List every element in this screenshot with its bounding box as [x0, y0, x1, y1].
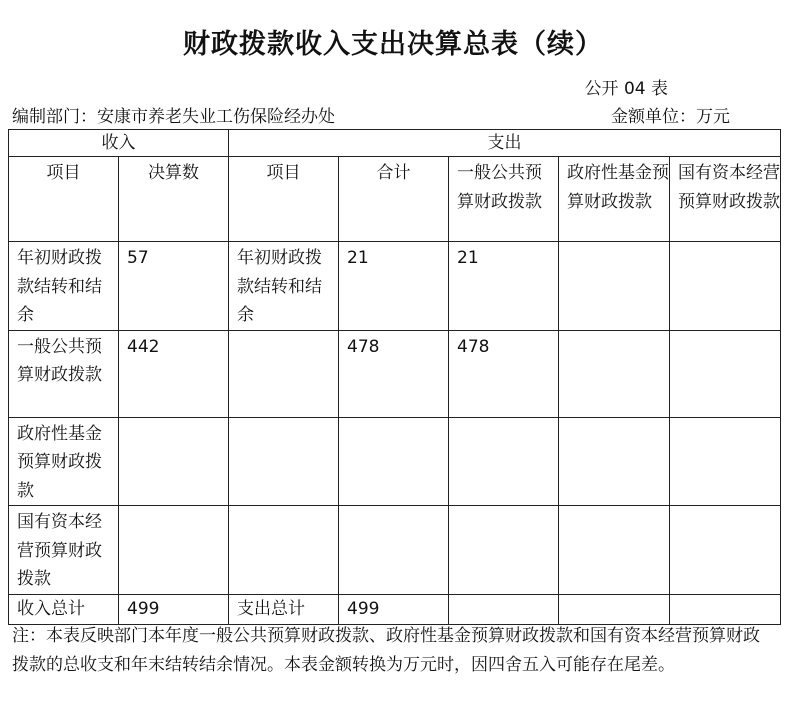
general-budget-cell [449, 506, 559, 595]
expense-group-header: 支出 [229, 130, 781, 157]
income-item-header: 项目 [9, 157, 119, 242]
gov-fund-cell [559, 417, 670, 506]
table-row [9, 330, 781, 417]
total-header: 合计 [339, 157, 449, 242]
gov-fund-cell [559, 330, 670, 417]
footnote: 注：本表反映部门本年度一般公共预算财政拨款、政府性基金预算财政拨款和国有资本经营预算财政拨款的总收支和年末结转结余情况。本表金额转换为万元时，因四舍五入可能存在尾差。 [12, 626, 760, 675]
expense-item-cell [229, 417, 339, 506]
total-cell [339, 506, 449, 595]
income-group-header: 收入 [9, 130, 229, 157]
budget-table [8, 129, 781, 625]
expense-item-cell [229, 330, 339, 417]
state-capital-header: 国有资本经营预算财政拨款 [670, 157, 781, 242]
state-capital-cell [670, 506, 781, 595]
group-header-row [9, 130, 781, 157]
total-cell: 478 [339, 330, 449, 417]
unit-label: 金额单位：万元 [611, 107, 730, 127]
income-item-cell: 政府性基金预算财政拨款 [9, 417, 119, 506]
income-item-cell: 一般公共预算财政拨款 [9, 330, 119, 417]
state-capital-cell [670, 242, 781, 331]
state-capital-cell [670, 330, 781, 417]
general-budget-cell: 478 [449, 330, 559, 417]
expense-total-label: 支出总计 [229, 594, 339, 624]
income-amount-cell: 57 [119, 242, 229, 331]
department-label: 编制部门：安康市养老失业工伤保险经办处 [12, 107, 335, 127]
income-amount-cell [119, 417, 229, 506]
income-item-cell: 年初财政拨款结转和结余 [9, 242, 119, 331]
table-row [9, 242, 781, 331]
gov-fund-header: 政府性基金预算财政拨款 [559, 157, 670, 242]
income-total-amount: 499 [119, 594, 229, 624]
table-code: 公开 04 表 [584, 79, 668, 99]
expense-item-header: 项目 [229, 157, 339, 242]
general-budget-total [449, 594, 559, 624]
gov-fund-cell [559, 242, 670, 331]
general-budget-cell: 21 [449, 242, 559, 331]
total-cell [339, 417, 449, 506]
income-amount-cell [119, 506, 229, 595]
expense-item-cell: 年初财政拨款结转和结余 [229, 242, 339, 331]
gov-fund-total [559, 594, 670, 624]
income-total-label: 收入总计 [9, 594, 119, 624]
income-amount-cell: 442 [119, 330, 229, 417]
general-budget-header: 一般公共预算财政拨款 [449, 157, 559, 242]
gov-fund-cell [559, 506, 670, 595]
column-header-row [9, 157, 781, 242]
table-row [9, 417, 781, 506]
total-cell: 21 [339, 242, 449, 331]
table-row [9, 506, 781, 595]
expense-item-cell [229, 506, 339, 595]
general-budget-cell [449, 417, 559, 506]
page-title: 财政拨款收入支出决算总表（续） [183, 29, 603, 60]
state-capital-total [670, 594, 781, 624]
expense-total-amount: 499 [339, 594, 449, 624]
state-capital-cell [670, 417, 781, 506]
totals-row [9, 594, 781, 624]
income-amount-header: 决算数 [119, 157, 229, 242]
income-item-cell: 国有资本经营预算财政拨款 [9, 506, 119, 595]
